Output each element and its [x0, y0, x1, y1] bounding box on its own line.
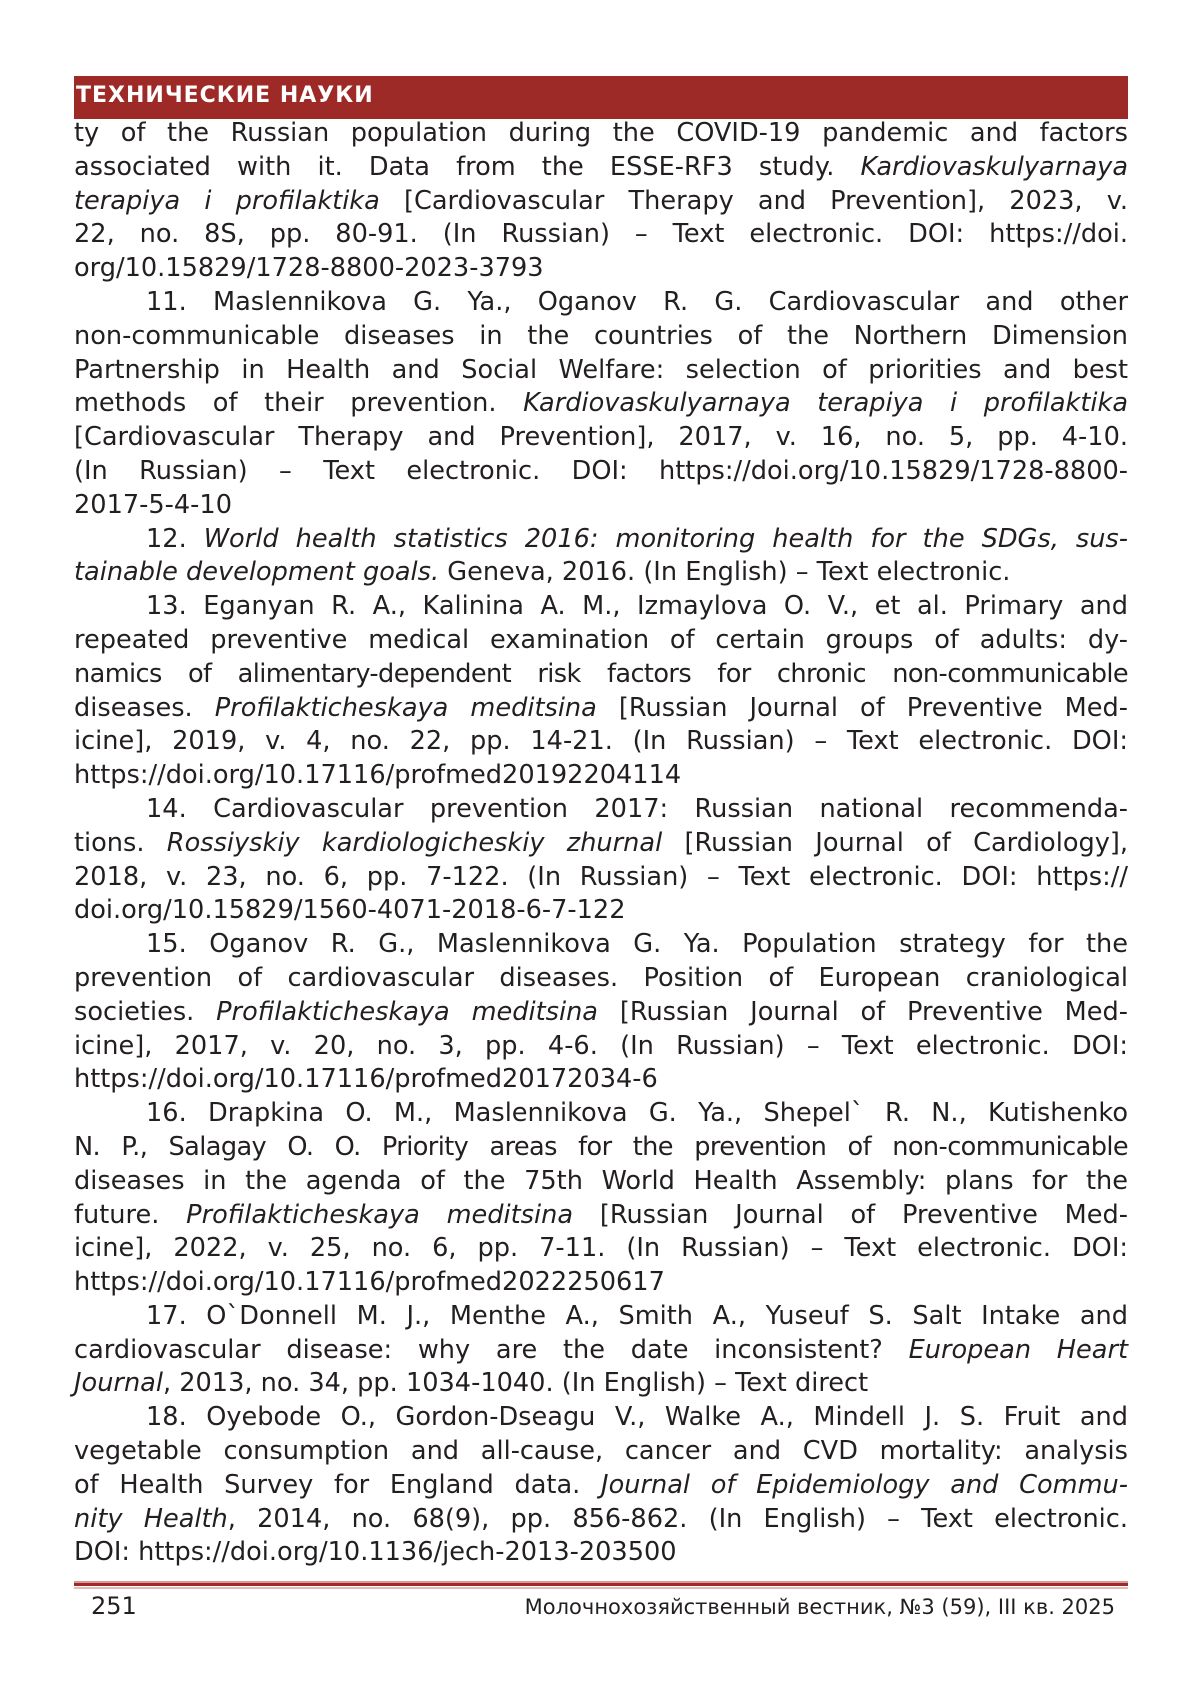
reference-line	[74, 1063, 1128, 1097]
reference-line	[74, 1266, 1128, 1300]
reference-italic-text: tainable development goals.	[74, 557, 440, 588]
reference-line	[74, 117, 1128, 151]
reference-text: DOI: https://doi.org/10.1136/jech-2013-203500	[74, 1537, 677, 1568]
reference-text: [Russian Journal of Cardiology],	[662, 827, 1128, 858]
reference-line	[74, 658, 1128, 692]
reference-text: vegetable consumption and all-cause, cancer and CVD mortality: analysis	[74, 1436, 1128, 1467]
reference-line	[74, 590, 1128, 624]
reference-text: ty of the Russian population during the COVID-19 pandemic and factors	[74, 118, 1128, 148]
page-number: 251	[91, 1592, 137, 1620]
reference-italic-text: Kardiovaskulyarnaya terapiya i profilaktika	[523, 388, 1128, 419]
reference-text: associated with it. Data from the ESSE-RF3 study.	[74, 151, 861, 182]
reference-line	[74, 354, 1128, 388]
reference-text: cardiovascular disease: why are the date inconsistent?	[74, 1334, 909, 1365]
reference-line	[74, 455, 1128, 489]
reference-item	[74, 1401, 1128, 1570]
reference-item	[74, 1300, 1128, 1401]
reference-text: prevention of cardiovascular diseases. Position of European craniological	[74, 962, 1128, 993]
reference-italic-text: European Heart	[908, 1334, 1129, 1365]
reference-line	[74, 421, 1128, 455]
reference-line	[74, 218, 1128, 252]
reference-text: icine], 2019, v. 4, no. 22, pp. 14-21. (In Russian) – Text electronic. DOI:	[74, 726, 1128, 757]
reference-text: doi.org/10.15829/1560-4071-2018-6-7-122	[74, 895, 626, 926]
reference-line	[74, 1097, 1128, 1131]
reference-text: Geneva, 2016. (In English) – Text electronic.	[439, 557, 1011, 588]
reference-text: future.	[74, 1199, 187, 1230]
reference-text: diseases in the agenda of the 75th World Health Assembly: plans for the	[74, 1165, 1128, 1196]
reference-line	[74, 928, 1128, 962]
reference-text: non-communicable diseases in the countries of the Northern Dimension	[74, 320, 1128, 351]
reference-italic-text: nity Health	[74, 1503, 228, 1534]
reference-text: N. P., Salagay O. O. Priority areas for the prevention of non-communicable	[74, 1131, 1128, 1162]
reference-line	[74, 861, 1128, 895]
reference-line	[74, 692, 1128, 726]
reference-item	[74, 1097, 1128, 1300]
reference-text: 18. Oyebode O., Gordon-Dseagu V., Walke A., Mindell J. S. Fruit and	[146, 1402, 1128, 1433]
section-title: ТЕХНИЧЕСКИЕ НАУКИ	[76, 83, 374, 108]
reference-text: icine], 2022, v. 25, no. 6, pp. 7-11. (In Russian) – Text electronic. DOI:	[74, 1233, 1128, 1264]
reference-line	[74, 996, 1128, 1030]
reference-text: https://doi.org/10.17116/profmed20192204114	[74, 760, 682, 791]
reference-text: org/10.15829/1728-8800-2023-3793	[74, 253, 544, 284]
reference-line	[74, 151, 1128, 185]
reference-line	[74, 1469, 1128, 1503]
reference-line	[74, 1367, 1128, 1401]
reference-line	[74, 286, 1128, 320]
reference-text: societies.	[74, 996, 217, 1027]
reference-text: [Russian Journal of Preventive Med-	[596, 692, 1128, 723]
reference-line	[74, 894, 1128, 928]
section-header-band	[74, 76, 1128, 119]
reference-text: [Russian Journal of Preventive Med-	[598, 996, 1128, 1027]
reference-italic-text: terapiya i profilaktika	[74, 185, 380, 216]
reference-line	[74, 185, 1128, 219]
reference-line	[74, 793, 1128, 827]
reference-text: 2017-5-4-10	[74, 489, 232, 520]
journal-issue-label: Молочнохозяйственный вестник, №3 (59), III кв. 2025	[524, 1595, 1115, 1619]
reference-line	[74, 1435, 1128, 1469]
reference-italic-text: Profilakticheskaya meditsina	[216, 996, 598, 1027]
reference-line	[74, 1131, 1128, 1165]
reference-line	[74, 1165, 1128, 1199]
reference-line	[74, 624, 1128, 658]
reference-line	[74, 556, 1128, 590]
reference-item	[74, 286, 1128, 523]
reference-italic-text: Profilakticheskaya meditsina	[214, 692, 597, 723]
reference-line	[74, 1401, 1128, 1435]
reference-text: Partnership in Health and Social Welfare: selection of priorities and best	[74, 354, 1128, 385]
reference-line	[74, 252, 1128, 286]
reference-text: https://doi.org/10.17116/profmed20172034-6	[74, 1064, 658, 1095]
reference-line	[74, 1503, 1128, 1537]
reference-text: 14. Cardiovascular prevention 2017: Russian national recommenda-	[146, 793, 1128, 824]
reference-italic-text: Profilakticheskaya meditsina	[186, 1199, 574, 1230]
reference-line	[74, 759, 1128, 793]
reference-list	[74, 117, 1128, 1570]
reference-line	[74, 1199, 1128, 1233]
reference-text: , 2013, no. 34, pp. 1034-1040. (In English) – Text direct	[162, 1368, 869, 1399]
reference-text: 13. Eganyan R. A., Kalinina A. M., Izmaylova O. V., et al. Primary and	[146, 591, 1128, 622]
reference-italic-text: Rossiyskiy kardiologicheskiy zhurnal	[166, 827, 663, 858]
reference-text: methods of their prevention.	[74, 388, 524, 419]
reference-line	[74, 523, 1128, 557]
footer-divider	[74, 1583, 1128, 1586]
reference-text: 17. O`Donnell M. J., Menthe A., Smith A., Yuseuf S. Salt Intake and	[146, 1300, 1128, 1331]
reference-text: 15. Oganov R. G., Maslennikova G. Ya. Population strategy for the	[146, 929, 1128, 960]
reference-text: , 2014, no. 68(9), pp. 856-862. (In English) – Text electronic.	[227, 1503, 1128, 1534]
reference-italic-text: Kardiovaskulyarnaya	[860, 151, 1128, 182]
reference-text: (In Russian) – Text electronic. DOI: https://doi.org/10.15829/1728-8800-	[74, 455, 1128, 486]
reference-item	[74, 793, 1128, 928]
reference-italic-text: Journal	[74, 1368, 163, 1399]
reference-italic-text: Journal of Epidemiology and Commu-	[601, 1469, 1128, 1500]
reference-text: 16. Drapkina O. M., Maslennikova G. Ya., Shepel` R. N., Kutishenko	[146, 1098, 1128, 1129]
reference-line	[74, 725, 1128, 759]
reference-text: 2018, v. 23, no. 6, pp. 7-122. (In Russian) – Text electronic. DOI: https://	[74, 861, 1128, 892]
reference-text: diseases.	[74, 692, 215, 723]
reference-line	[74, 1334, 1128, 1368]
reference-line	[74, 489, 1128, 523]
reference-text: namics of alimentary-dependent risk factors for chronic non-communicable	[74, 658, 1128, 689]
footer-divider	[74, 1587, 1128, 1589]
reference-text: https://doi.org/10.17116/profmed2022250617	[74, 1267, 665, 1298]
reference-continuation	[74, 117, 1128, 286]
reference-text: 12.	[146, 523, 204, 554]
reference-item	[74, 590, 1128, 793]
reference-item	[74, 523, 1128, 591]
reference-line	[74, 962, 1128, 996]
reference-text: icine], 2017, v. 20, no. 3, pp. 4-6. (In Russian) – Text electronic. DOI:	[74, 1030, 1128, 1061]
reference-text: [Russian Journal of Preventive Med-	[573, 1199, 1128, 1230]
reference-text: [Cardiovascular Therapy and Prevention], 2017, v. 16, no. 5, pp. 4-10.	[74, 422, 1128, 453]
reference-text: repeated preventive medical examination of certain groups of adults: dy-	[74, 624, 1128, 655]
reference-line	[74, 1300, 1128, 1334]
reference-text: of Health Survey for England data.	[74, 1469, 602, 1500]
reference-line	[74, 827, 1128, 861]
reference-text: tions.	[74, 827, 167, 858]
reference-item	[74, 928, 1128, 1097]
reference-line	[74, 1030, 1128, 1064]
reference-line	[74, 320, 1128, 354]
reference-line	[74, 1536, 1128, 1570]
reference-line	[74, 1232, 1128, 1266]
reference-italic-text: World health statistics 2016: monitoring health for the SDGs, sus-	[203, 523, 1128, 554]
reference-text: 11. Maslennikova G. Ya., Oganov R. G. Cardiovascular and other	[146, 286, 1128, 317]
reference-text: 22, no. 8S, pp. 80-91. (In Russian) – Text electronic. DOI: https://doi.	[74, 219, 1128, 250]
reference-text: [Cardiovascular Therapy and Prevention], 2023, v.	[379, 185, 1128, 216]
reference-line	[74, 387, 1128, 421]
